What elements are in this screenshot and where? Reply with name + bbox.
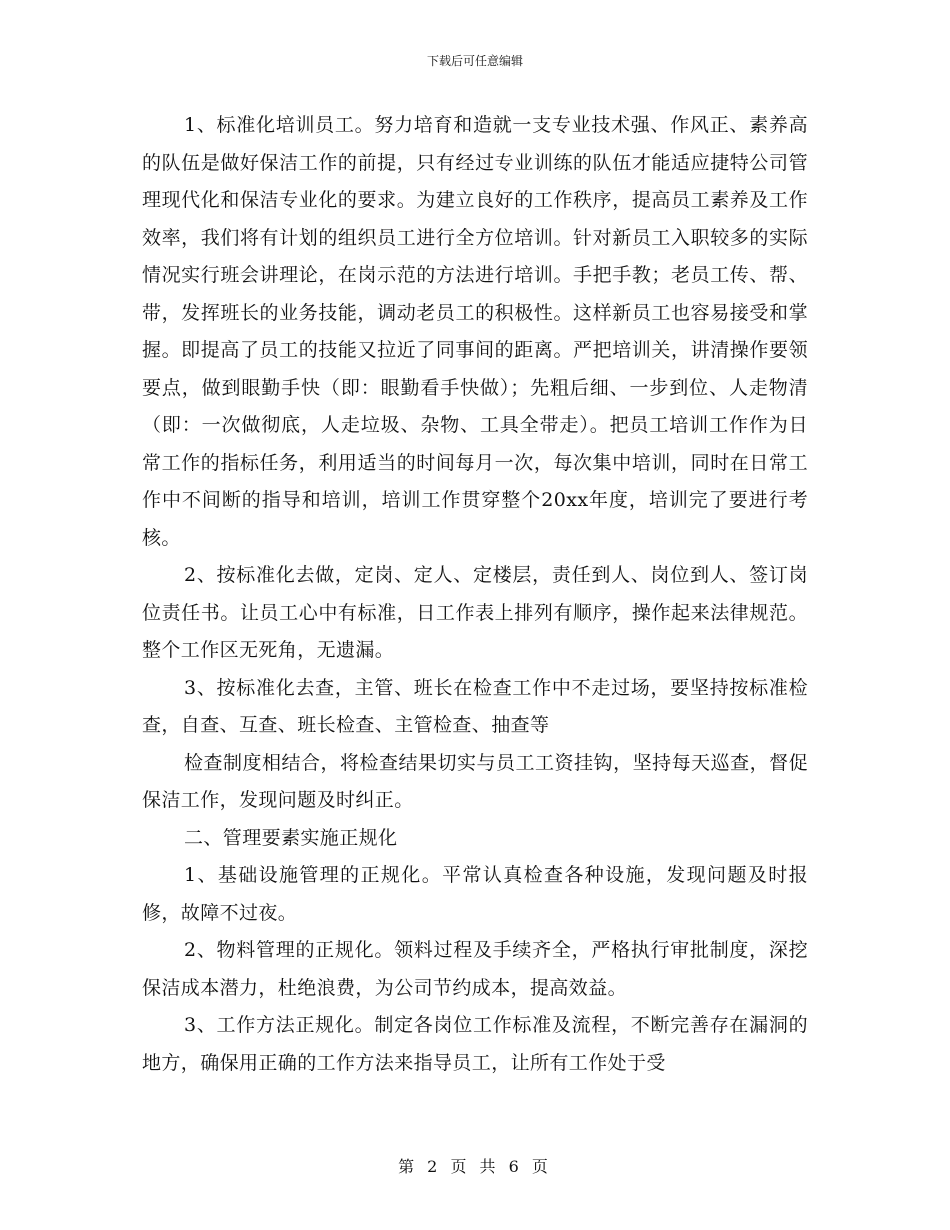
paragraph-work-methods: 3、工作方法正规化。制定各岗位工作标准及流程，不断完善存在漏洞的地方，确保用正确的工作方法来指导员工，让所有工作处于受: [142, 1014, 808, 1074]
page-number: 第 2 页 共 6 页: [398, 1157, 552, 1176]
section-heading-management-regularization: 二、管理要素实施正规化: [184, 826, 398, 849]
paragraph-infrastructure-management: 1、基础设施管理的正规化。平常认真检查各种设施，发现问题及时报修，故障不过夜。: [142, 864, 808, 924]
page-header-note: 下载后可任意编辑: [426, 54, 523, 68]
paragraph-standardized-work: 2、按标准化去做，定岗、定人、定楼层，责任到人、岗位到人、签订岗位责任书。让员工心中有标准，日工作表上排列有顺序，操作起来法律规范。整个工作区无死角，无遗漏。: [142, 564, 808, 661]
paragraph-materials-management: 2、物料管理的正规化。领料过程及手续齐全，严格执行审批制度，深挖保洁成本潜力，杜绝浪费，为公司节约成本，提高效益。: [142, 939, 808, 999]
paragraph-standardized-training: 1、标准化培训员工。努力培育和造就一支专业技术强、作风正、素养高的队伍是做好保洁工作的前提，只有经过专业训练的队伍才能适应捷特公司管理现代化和保洁专业化的要求。为建立良好的工作秩序，提高员工素养及工作效率，我们将有计划的组织员工进行全方位培训。针对新员工入职较多的实际情况实行班会讲理论，在岗示范的方法进行培训。手把手教；老员工传、帮、带，发挥班长的业务技能，调动老员工的积极性。这样新员工也容易接受和掌握。即提高了员工的技能又拉近了同事间的距离。严把培训关，讲清操作要领要点，做到眼勤手快（即：眼勤看手快做）；先粗后细、一步到位、人走物清（即：一次做彻底，人走垃圾、杂物、工具全带走）。把员工培训工作作为日常工作的指标任务，利用适当的时间每月一次，每次集中培训，同时在日常工作中不间断的指导和培训，培训工作贯穿整个20xx年度，培训完了要进行考核。: [142, 114, 808, 549]
paragraph-inspection-continued: 检查制度相结合，将检查结果切实与员工工资挂钩，坚持每天巡查，督促保洁工作，发现问题及时纠正。: [142, 751, 808, 811]
paragraph-standardized-inspection: 3、按标准化去查，主管、班长在检查工作中不走过场，要坚持按标准检查，自查、互查、班长检查、主管检查、抽查等: [142, 676, 808, 736]
document-body: [142, 107, 808, 1082]
